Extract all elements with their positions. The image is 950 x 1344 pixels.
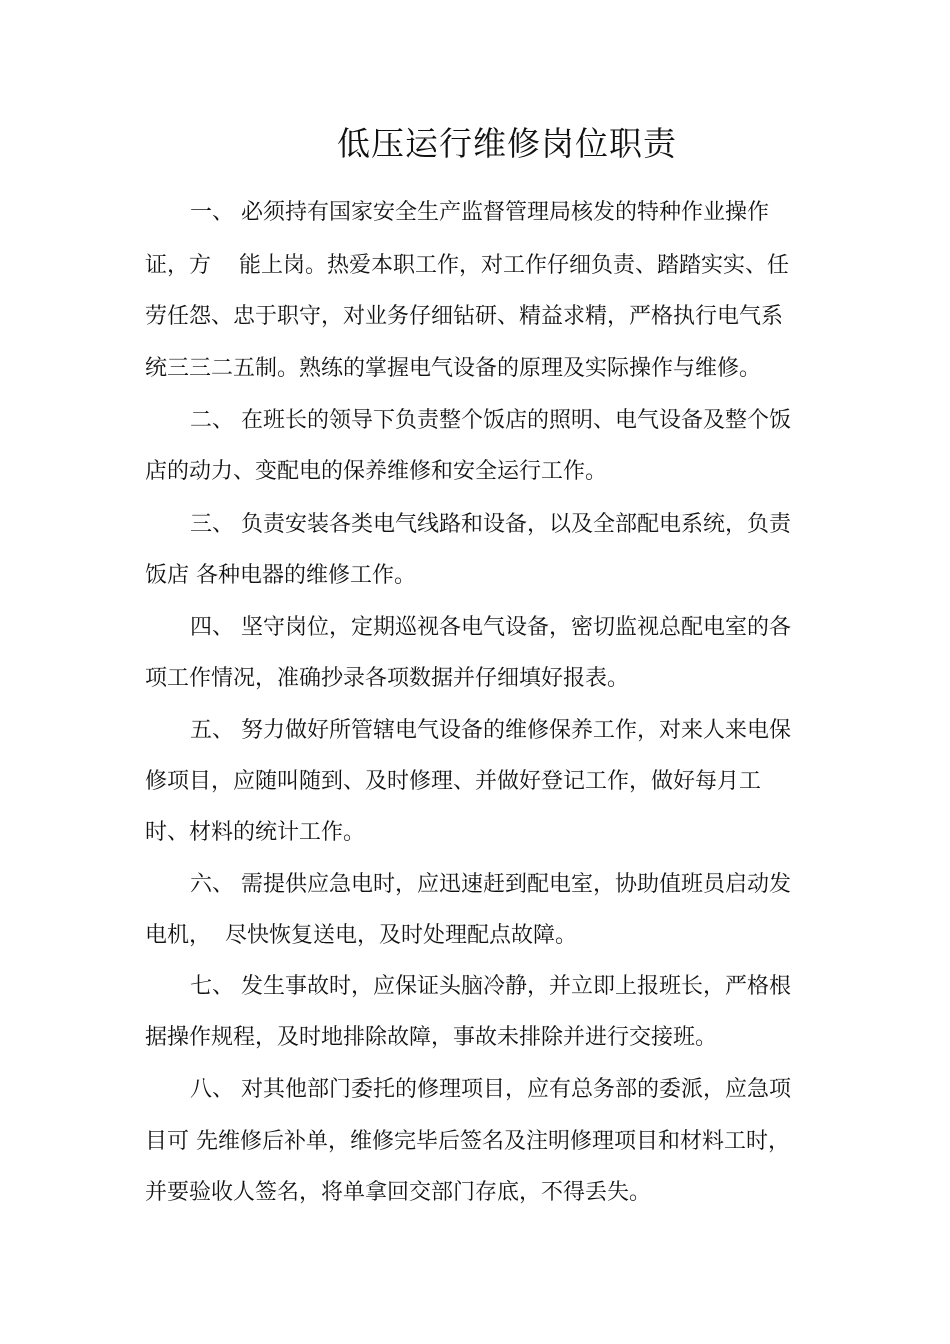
text-line: 六、 需提供应急电时，应迅速赶到配电室，协助值班员启动发 <box>190 872 791 897</box>
text-line: 劳任怨、忠于职守，对业务仔细钻研、精益求精，严格执行电气系 <box>145 304 784 329</box>
text-line: 项工作情况，准确抄录各项数据并仔细填好报表。 <box>145 666 630 691</box>
text-line: 五、 努力做好所管辖电气设备的维修保养工作，对来人来电保 <box>190 718 791 743</box>
text-line: 一、 必须持有国家安全生产监督管理局核发的特种作业操作 <box>190 200 769 225</box>
text-line: 目可 先维修后补单，维修完毕后签名及注明修理项目和材料工时， <box>145 1129 790 1154</box>
text-line: 店的动力、变配电的保养维修和安全运行工作。 <box>145 459 608 484</box>
text-line: 四、 坚守岗位，定期巡视各电气设备，密切监视总配电室的各 <box>190 615 791 640</box>
text-line: 七、 发生事故时，应保证头脑冷静，并立即上报班长，严格根 <box>190 974 791 999</box>
document-title: 低压运行维修岗位职责 <box>337 124 677 163</box>
text-line: 八、 对其他部门委托的修理项目，应有总务部的委派，应急项 <box>190 1077 791 1102</box>
text-line: 时、材料的统计工作。 <box>145 820 366 845</box>
text-line: 据操作规程，及时地排除故障，事故未排除并进行交接班。 <box>145 1025 718 1050</box>
text-line: 并要验收人签名，将单拿回交部门存底，不得丢失。 <box>145 1180 652 1205</box>
text-line: 饭店 各种电器的维修工作。 <box>145 563 416 588</box>
text-line: 电机， 尽快恢复送电，及时处理配点故障。 <box>145 923 577 948</box>
text-line: 统三三二五制。熟练的掌握电气设备的原理及实际操作与维修。 <box>145 356 762 381</box>
text-line: 证，方 能上岗。热爱本职工作，对工作仔细负责、踏踏实实、任 <box>145 253 789 278</box>
text-line: 二、 在班长的领导下负责整个饭店的照明、电气设备及整个饭 <box>190 408 791 433</box>
text-line: 三、 负责安装各类电气线路和设备，以及全部配电系统，负责 <box>190 512 791 537</box>
text-line: 修项目，应随叫随到、及时修理、并做好登记工作，做好每月工 <box>145 769 762 794</box>
